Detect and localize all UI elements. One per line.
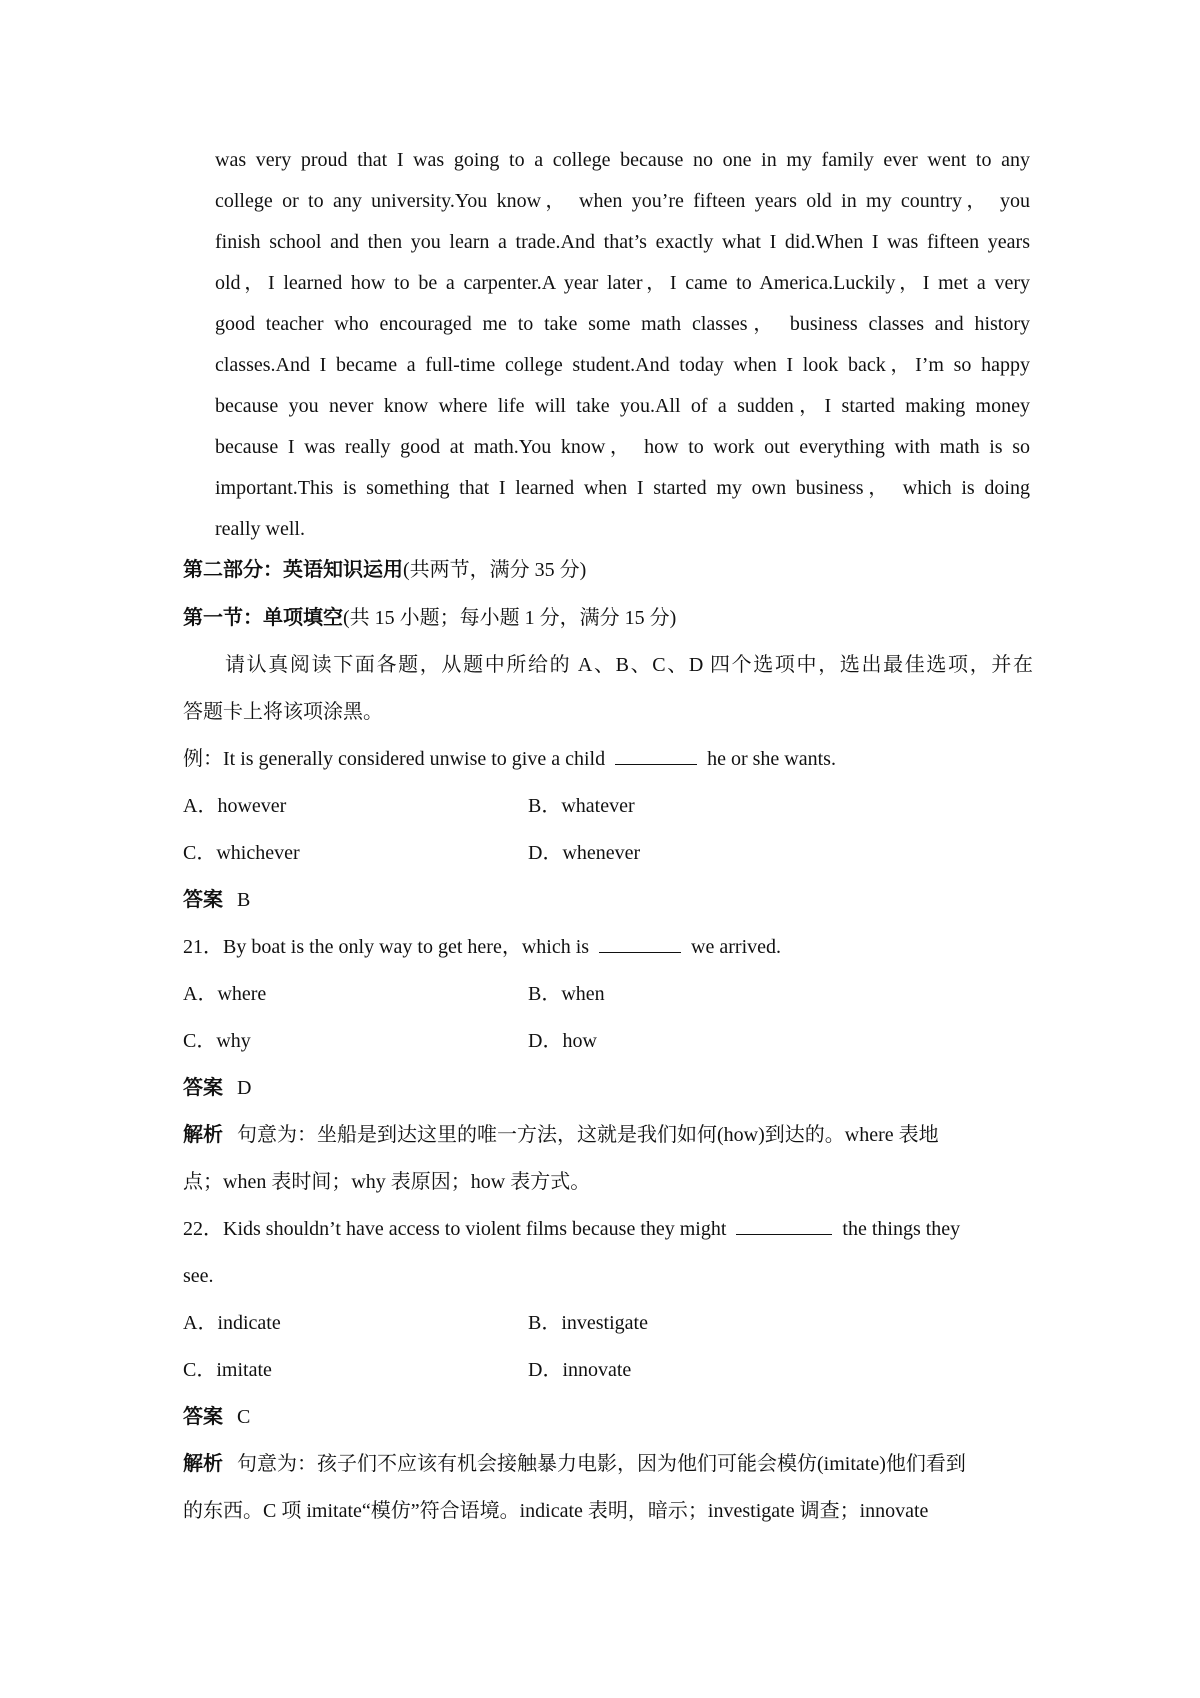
part-title: 第二部分：英语知识运用 [183, 559, 403, 581]
option-a: A．however [183, 795, 287, 817]
answer-value: C [237, 1406, 251, 1428]
section-title: 第一节：单项填空 [183, 607, 343, 629]
option-b: B．investigate [528, 1312, 648, 1334]
part-score: (共两节，满分 35 分) [403, 559, 587, 581]
section-heading [183, 603, 676, 633]
analysis-label: 解析 [183, 1124, 223, 1146]
answer-line [183, 1402, 250, 1432]
instruction-line: 答题卡上将该项涂黑。 [183, 701, 383, 723]
answer-blank [615, 744, 697, 765]
analysis-line: 的东西。C 项 imitate“模仿”符合语境。indicate 表明，暗示；investigate 调查；innovate [183, 1500, 929, 1522]
option-c: C．whichever [183, 842, 300, 864]
listening-transcript [215, 140, 1030, 550]
option-c: C．why [183, 1030, 251, 1052]
answer-blank [599, 932, 681, 953]
passage-line: because I was really good at math.You know， how to work out everything with math is so [215, 436, 1030, 458]
section-score: (共 15 小题；每小题 1 分，满分 15 分) [343, 607, 677, 629]
passage-line: good teacher who encouraged me to take some math classes， business classes and history [215, 313, 1030, 335]
analysis-label: 解析 [183, 1453, 223, 1475]
option-c: C．imitate [183, 1359, 272, 1381]
question-stem: 21．By boat is the only way to get here，which is [183, 936, 590, 958]
question-21 [183, 932, 781, 962]
option-a: A．indicate [183, 1312, 281, 1334]
passage-line: college or to any university.You know， when you’re fifteen years old in my country， you [215, 190, 1030, 212]
option-d: D．whenever [528, 842, 641, 864]
answer-line [183, 885, 250, 915]
answer-label: 答案 [183, 889, 223, 911]
question-stem: 例：It is generally considered unwise to give a child [183, 748, 606, 770]
instruction-line: 请认真阅读下面各题，从题中所给的 A、B、C、D 四个选项中，选出最佳选项，并在 [225, 654, 1033, 676]
option-d: D．how [528, 1030, 597, 1052]
answer-value: D [237, 1077, 252, 1099]
passage-line: finish school and then you learn a trade.And that’s exactly what I did.When I was fifteen years [215, 231, 1030, 253]
passage-line: classes.And I became a full-time college student.And today when I look back，I’m so happy [215, 354, 1030, 376]
option-b: B．whatever [528, 795, 635, 817]
passage-line: important.This is something that I learned when I started my own business， which is doing [215, 477, 1030, 499]
passage-line: really well. [215, 518, 305, 540]
passage-line: was very proud that I was going to a college because no one in my family ever went to any [215, 149, 1030, 171]
passage-line: because you never know where life will take you.All of a sudden，I started making money [215, 395, 1030, 417]
option-d: D．innovate [528, 1359, 632, 1381]
answer-value: B [237, 889, 251, 911]
analysis-line: 点；when 表时间；why 表原因；how 表方式。 [183, 1171, 591, 1193]
option-b: B．when [528, 983, 605, 1005]
question-22 [183, 1214, 960, 1244]
example-question [183, 744, 836, 774]
answer-blank [736, 1214, 832, 1235]
answer-line [183, 1073, 251, 1103]
answer-label: 答案 [183, 1077, 223, 1099]
question-stem-end: we arrived. [691, 936, 781, 958]
question-stem-end: the things they [842, 1218, 961, 1240]
analysis-text: 句意为：坐船是到达这里的唯一方法，这就是我们如何(how)到达的。where 表地 [237, 1124, 939, 1146]
passage-line: old，I learned how to be a carpenter.A year later，I came to America.Luckily，I met a very [215, 272, 1030, 294]
part-heading [183, 555, 586, 585]
answer-label: 答案 [183, 1406, 223, 1428]
question-stem-end: he or she wants. [707, 748, 836, 770]
question-stem: 22．Kids shouldn’t have access to violent films because they might [183, 1218, 727, 1240]
analysis-line [183, 1120, 939, 1150]
question-stem-continued: see. [183, 1265, 214, 1287]
analysis-line [183, 1449, 966, 1479]
analysis-text: 句意为：孩子们不应该有机会接触暴力电影，因为他们可能会模仿(imitate)他们看到 [237, 1453, 966, 1475]
option-a: A．where [183, 983, 267, 1005]
